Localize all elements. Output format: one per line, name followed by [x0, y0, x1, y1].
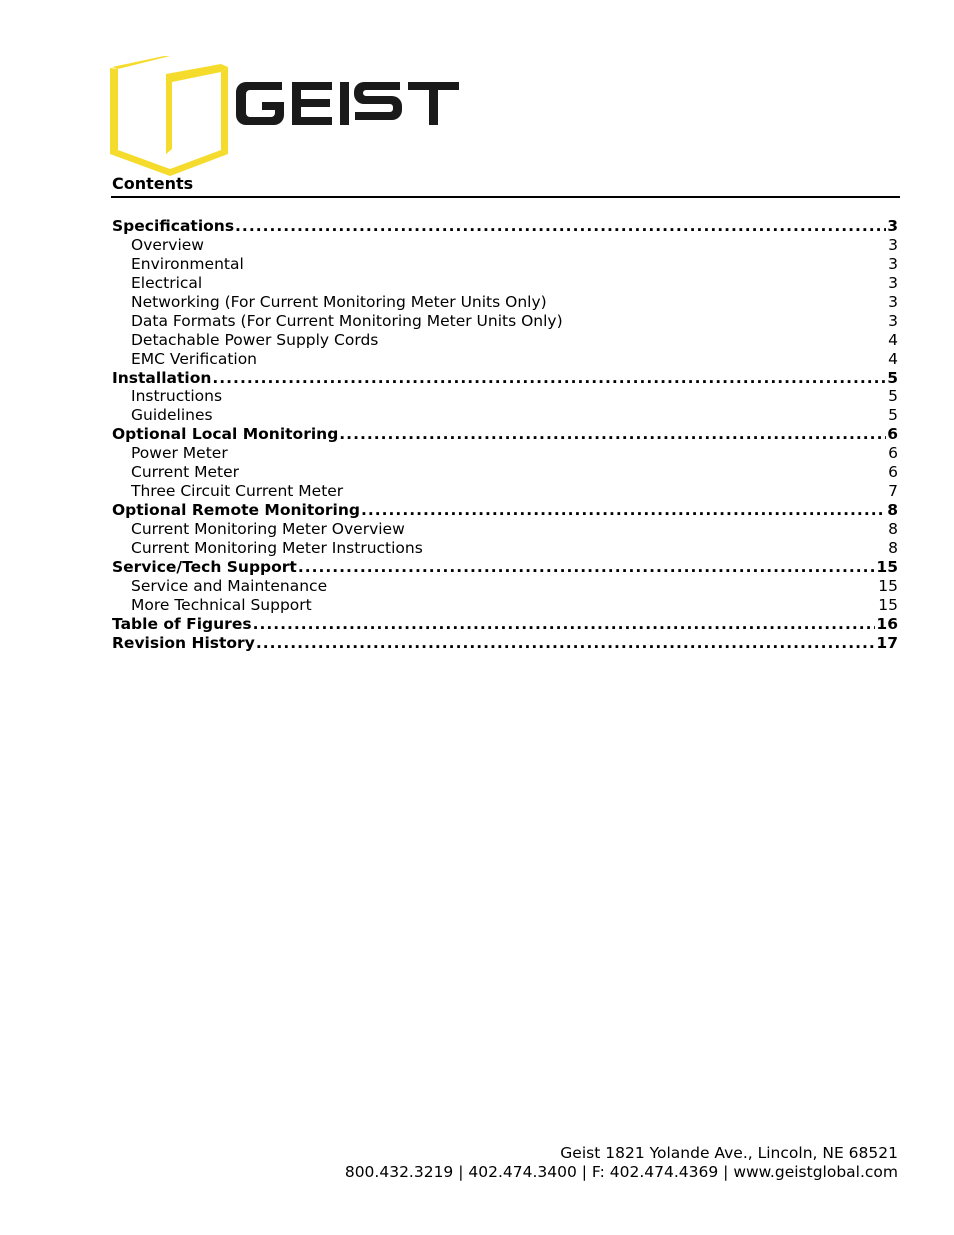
toc-entry-title: Instructions	[131, 387, 223, 406]
toc-entry-title: Optional Remote Monitoring	[112, 501, 360, 520]
toc-subsection-entry[interactable]	[112, 236, 898, 255]
toc-subsection-entry[interactable]	[112, 293, 898, 312]
toc-page-number: 3	[888, 311, 898, 330]
toc-entry-title: More Technical Support	[131, 595, 312, 614]
toc-page-number: 6	[888, 444, 898, 463]
toc-section-entry[interactable]	[112, 634, 898, 653]
footer-contact: 800.432.3219 | 402.474.3400 | F: 402.474.4369 | www.geistglobal.com	[344, 1163, 898, 1181]
toc-entry-title: Electrical	[131, 273, 203, 292]
toc-page-number: 4	[888, 349, 898, 368]
toc-entry-title: Current Meter	[131, 463, 240, 482]
toc-entry-title: Overview	[131, 235, 204, 254]
toc-subsection-entry[interactable]	[112, 577, 898, 596]
toc-page-number: 5	[887, 368, 898, 387]
toc-page-number: 5	[888, 406, 898, 425]
table-of-contents	[112, 217, 898, 653]
toc-page-number: 3	[887, 217, 898, 235]
toc-subsection-entry[interactable]	[112, 406, 898, 425]
footer-address: Geist 1821 Yolande Ave., Lincoln, NE 68521	[560, 1144, 898, 1162]
toc-subsection-entry[interactable]	[112, 274, 898, 293]
toc-dot-leader	[212, 369, 886, 387]
toc-subsection-entry[interactable]	[112, 312, 898, 331]
toc-page-number: 15	[876, 557, 898, 576]
toc-page-number: 3	[888, 273, 898, 292]
toc-entry-title: Specifications	[112, 217, 235, 235]
toc-page-number: 6	[887, 425, 898, 444]
toc-page-number: 8	[888, 538, 898, 557]
toc-entry-title: EMC Verification	[131, 349, 258, 368]
toc-entry-title: Three Circuit Current Meter	[131, 482, 344, 501]
toc-dot-leader	[253, 615, 876, 633]
toc-entry-title: Networking (For Current Monitoring Meter Units Only)	[131, 292, 547, 311]
heading-divider	[111, 196, 900, 198]
toc-page-number: 8	[888, 520, 898, 538]
toc-entry-title: Environmental	[131, 254, 244, 273]
toc-section-entry[interactable]	[112, 501, 898, 520]
toc-entry-title: Service and Maintenance	[131, 576, 328, 595]
toc-dot-leader	[339, 425, 886, 443]
toc-page-number: 6	[888, 463, 898, 482]
toc-entry-title: Detachable Power Supply Cords	[131, 330, 379, 349]
page-footer	[345, 1144, 898, 1182]
toc-page-number: 5	[888, 387, 898, 406]
toc-subsection-entry[interactable]	[112, 387, 898, 406]
toc-subsection-entry[interactable]	[112, 331, 898, 350]
toc-entry-title: Power Meter	[131, 444, 228, 463]
toc-page-number: 8	[887, 501, 898, 520]
toc-page-number: 3	[888, 235, 898, 254]
toc-page-number: 15	[878, 576, 898, 595]
toc-entry-title: Current Monitoring Meter Overview	[131, 520, 405, 538]
toc-dot-leader	[235, 217, 886, 235]
toc-page-number: 15	[878, 595, 898, 614]
toc-page-number: 16	[876, 614, 898, 633]
toc-page-number: 3	[888, 254, 898, 273]
toc-entry-title: Current Monitoring Meter Instructions	[131, 538, 423, 557]
toc-entry-title: Revision History	[112, 633, 255, 652]
geist-logo-icon	[108, 54, 468, 176]
toc-page-number: 3	[888, 292, 898, 311]
geist-logo	[108, 54, 468, 176]
toc-section-entry[interactable]	[112, 558, 898, 577]
toc-section-entry[interactable]	[112, 369, 898, 388]
toc-subsection-entry[interactable]	[112, 255, 898, 274]
contents-heading: Contents	[112, 174, 194, 193]
toc-subsection-entry[interactable]	[112, 444, 898, 463]
toc-page-number: 4	[888, 330, 898, 349]
toc-entry-title: Data Formats (For Current Monitoring Meter Units Only)	[131, 311, 563, 330]
toc-page-number: 7	[888, 482, 898, 501]
toc-entry-title: Optional Local Monitoring	[112, 425, 339, 444]
toc-subsection-entry[interactable]	[112, 596, 898, 615]
toc-entry-title: Guidelines	[131, 406, 213, 425]
toc-dot-leader	[361, 501, 886, 519]
toc-section-entry[interactable]	[112, 425, 898, 444]
toc-dot-leader	[298, 558, 876, 576]
toc-subsection-entry[interactable]	[112, 463, 898, 482]
toc-page-number: 17	[876, 633, 898, 652]
toc-entry-title: Service/Tech Support	[112, 557, 297, 576]
toc-section-entry[interactable]	[112, 217, 898, 236]
toc-subsection-entry[interactable]	[112, 520, 898, 539]
toc-subsection-entry[interactable]	[112, 482, 898, 501]
toc-entry-title: Installation	[112, 368, 212, 387]
toc-dot-leader	[256, 634, 876, 652]
toc-subsection-entry[interactable]	[112, 539, 898, 558]
toc-subsection-entry[interactable]	[112, 350, 898, 369]
toc-entry-title: Table of Figures	[112, 614, 252, 633]
toc-section-entry[interactable]	[112, 615, 898, 634]
